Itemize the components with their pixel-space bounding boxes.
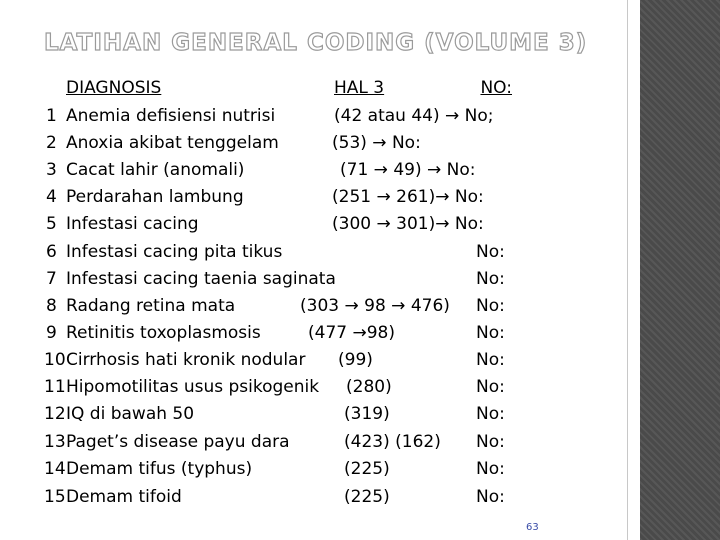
row-hal: (225): [344, 487, 390, 507]
row-number: 9: [46, 323, 57, 343]
row-number: 11: [44, 377, 66, 397]
row-number: 4: [46, 187, 57, 207]
row-number: 6: [46, 242, 57, 262]
row-diagnosis: Demam tifus (typhus): [66, 459, 253, 479]
decorative-divider: [627, 0, 628, 540]
row-no: No:: [476, 404, 505, 424]
row-number: 15: [44, 487, 66, 507]
row-no: No:: [476, 296, 505, 316]
row-diagnosis: Anoxia akibat tenggelam: [66, 133, 279, 153]
row-hal: (71 → 49) → No:: [340, 160, 476, 180]
row-number: 8: [46, 296, 57, 316]
row-number: 5: [46, 214, 57, 234]
decorative-side-band: [640, 0, 720, 540]
row-diagnosis: Cirrhosis hati kronik nodular: [66, 350, 306, 370]
row-hal: (225): [344, 459, 390, 479]
row-no: No:: [476, 323, 505, 343]
row-number: 10: [44, 350, 66, 370]
row-number: 14: [44, 459, 66, 479]
row-hal: (477 →98): [308, 323, 395, 343]
row-hal: (53) → No:: [332, 133, 421, 153]
header-hal: HAL 3: [334, 78, 385, 98]
row-diagnosis: IQ di bawah 50: [66, 404, 195, 424]
page-number: 63: [526, 522, 539, 533]
row-hal: (319): [344, 404, 390, 424]
row-diagnosis: Radang retina mata: [66, 296, 236, 316]
row-hal: (251 → 261)→ No:: [332, 187, 484, 207]
row-no: No:: [476, 432, 505, 452]
row-hal: (303 → 98 → 476): [300, 296, 450, 316]
row-diagnosis: Paget’s disease payu dara: [66, 432, 290, 452]
row-hal: (42 atau 44) → No;: [334, 106, 494, 126]
row-number: 13: [44, 432, 66, 452]
row-no: No:: [476, 487, 505, 507]
row-no: No:: [476, 350, 505, 370]
row-diagnosis: Demam tifoid: [66, 487, 182, 507]
row-hal: (423) (162): [344, 432, 441, 452]
header-diagnosis: DIAGNOSIS: [66, 78, 162, 98]
row-no: No:: [476, 377, 505, 397]
row-no: No:: [476, 269, 505, 289]
row-diagnosis: Infestasi cacing: [66, 214, 199, 234]
row-diagnosis: Anemia defisiensi nutrisi: [66, 106, 276, 126]
row-diagnosis: Infestasi cacing taenia saginata: [66, 269, 336, 289]
row-hal: (99): [338, 350, 373, 370]
row-number: 2: [46, 133, 57, 153]
row-diagnosis: Perdarahan lambung: [66, 187, 244, 207]
row-diagnosis: Infestasi cacing pita tikus: [66, 242, 283, 262]
row-diagnosis: Retinitis toxoplasmosis: [66, 323, 261, 343]
row-number: 7: [46, 269, 57, 289]
row-diagnosis: Hipomotilitas usus psikogenik: [66, 377, 320, 397]
row-hal: (300 → 301)→ No:: [332, 214, 484, 234]
row-number: 1: [46, 106, 57, 126]
row-hal: (280): [346, 377, 392, 397]
row-no: No:: [476, 459, 505, 479]
row-number: 3: [46, 160, 57, 180]
row-no: No:: [476, 242, 505, 262]
slide-title: LATIHAN GENERAL CODING (VOLUME 3): [44, 30, 588, 56]
row-number: 12: [44, 404, 66, 424]
header-no: NO:: [480, 78, 512, 98]
row-diagnosis: Cacat lahir (anomali): [66, 160, 245, 180]
